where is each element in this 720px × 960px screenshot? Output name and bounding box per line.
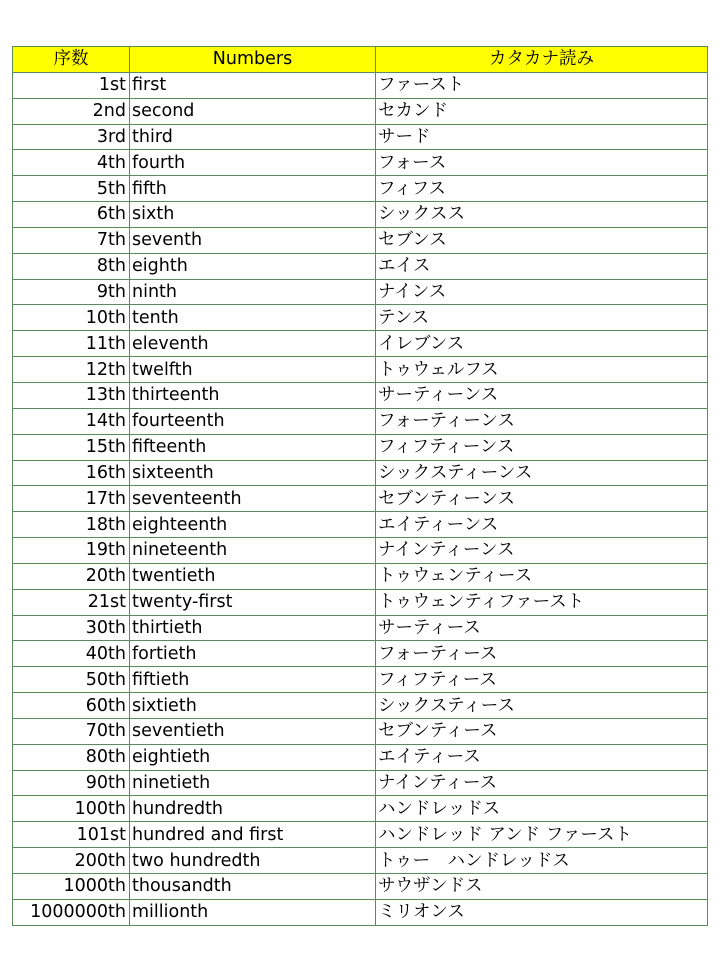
katakana-cell[interactable]: トゥウェンティファースト — [376, 589, 708, 615]
table-row — [13, 822, 708, 848]
katakana-cell[interactable]: イレブンス — [376, 331, 708, 357]
katakana-cell[interactable]: セブンティース — [376, 718, 708, 744]
table-row — [13, 770, 708, 796]
word-cell[interactable]: fourth — [130, 150, 376, 176]
word-cell[interactable]: thirtieth — [130, 615, 376, 641]
ordinal-cell[interactable]: 10th — [13, 305, 130, 331]
ordinal-cell[interactable]: 200th — [13, 848, 130, 874]
word-cell[interactable]: sixteenth — [130, 460, 376, 486]
katakana-cell[interactable]: エイス — [376, 253, 708, 279]
word-cell[interactable]: fortieth — [130, 641, 376, 667]
table-row — [13, 589, 708, 615]
word-cell[interactable]: eighth — [130, 253, 376, 279]
katakana-cell[interactable]: トゥウェンティース — [376, 563, 708, 589]
word-cell[interactable]: twenty-first — [130, 589, 376, 615]
table-row — [13, 538, 708, 564]
ordinal-cell[interactable]: 14th — [13, 408, 130, 434]
table-row — [13, 874, 708, 900]
word-cell[interactable]: thirteenth — [130, 382, 376, 408]
katakana-cell[interactable]: シックスティース — [376, 693, 708, 719]
katakana-cell[interactable]: テンス — [376, 305, 708, 331]
katakana-cell[interactable]: サーティーンス — [376, 382, 708, 408]
ordinal-cell[interactable]: 100th — [13, 796, 130, 822]
ordinal-cell[interactable]: 90th — [13, 770, 130, 796]
word-cell[interactable]: thousandth — [130, 874, 376, 900]
table-row — [13, 667, 708, 693]
katakana-cell[interactable]: フォーティース — [376, 641, 708, 667]
header-katakana[interactable]: カタカナ読み — [376, 47, 708, 73]
table-row — [13, 382, 708, 408]
ordinal-cell[interactable]: 21st — [13, 589, 130, 615]
ordinal-cell[interactable]: 101st — [13, 822, 130, 848]
word-cell[interactable]: first — [130, 72, 376, 98]
katakana-cell[interactable]: トゥウェルフス — [376, 357, 708, 383]
katakana-cell[interactable]: サード — [376, 124, 708, 150]
table-header — [13, 47, 708, 73]
katakana-cell[interactable]: ナインティース — [376, 770, 708, 796]
word-cell[interactable]: fifth — [130, 176, 376, 202]
ordinal-cell[interactable]: 6th — [13, 202, 130, 228]
katakana-cell[interactable]: フィフティース — [376, 667, 708, 693]
word-cell[interactable]: millionth — [130, 899, 376, 925]
ordinal-cell[interactable]: 50th — [13, 667, 130, 693]
word-cell[interactable]: eleventh — [130, 331, 376, 357]
table-row — [13, 305, 708, 331]
table-row — [13, 718, 708, 744]
word-cell[interactable]: eightieth — [130, 744, 376, 770]
table-row — [13, 253, 708, 279]
katakana-cell[interactable]: ナインス — [376, 279, 708, 305]
word-cell[interactable]: seventieth — [130, 718, 376, 744]
ordinal-cell[interactable]: 1st — [13, 72, 130, 98]
ordinal-cell[interactable]: 16th — [13, 460, 130, 486]
table-row — [13, 615, 708, 641]
ordinal-cell[interactable]: 17th — [13, 486, 130, 512]
katakana-cell[interactable]: シックスス — [376, 202, 708, 228]
table-row — [13, 512, 708, 538]
ordinal-cell[interactable]: 60th — [13, 693, 130, 719]
katakana-cell[interactable]: シックスティーンス — [376, 460, 708, 486]
header-ordinal[interactable]: 序数 — [13, 47, 130, 73]
header-numbers[interactable]: Numbers — [130, 47, 376, 73]
table-row — [13, 563, 708, 589]
ordinal-cell[interactable]: 11th — [13, 331, 130, 357]
table-row — [13, 357, 708, 383]
table-row — [13, 693, 708, 719]
ordinal-cell[interactable]: 18th — [13, 512, 130, 538]
table-row — [13, 460, 708, 486]
katakana-cell[interactable]: セカンド — [376, 98, 708, 124]
ordinal-cell[interactable]: 3rd — [13, 124, 130, 150]
table-row — [13, 796, 708, 822]
table-row — [13, 176, 708, 202]
katakana-cell[interactable]: フォース — [376, 150, 708, 176]
word-cell[interactable]: tenth — [130, 305, 376, 331]
word-cell[interactable]: fiftieth — [130, 667, 376, 693]
table-row — [13, 486, 708, 512]
katakana-cell[interactable]: サウザンドス — [376, 874, 708, 900]
katakana-cell[interactable]: ファースト — [376, 72, 708, 98]
table-row — [13, 202, 708, 228]
ordinal-cell[interactable]: 4th — [13, 150, 130, 176]
word-cell[interactable]: second — [130, 98, 376, 124]
word-cell[interactable]: seventh — [130, 227, 376, 253]
word-cell[interactable]: sixtieth — [130, 693, 376, 719]
word-cell[interactable]: seventeenth — [130, 486, 376, 512]
word-cell[interactable]: sixth — [130, 202, 376, 228]
word-cell[interactable]: ninetieth — [130, 770, 376, 796]
katakana-cell[interactable]: エイティース — [376, 744, 708, 770]
katakana-cell[interactable]: ハンドレッドス — [376, 796, 708, 822]
word-cell[interactable]: hundredth — [130, 796, 376, 822]
ordinal-cell[interactable]: 12th — [13, 357, 130, 383]
katakana-cell[interactable]: セブンティーンス — [376, 486, 708, 512]
ordinal-cell[interactable]: 19th — [13, 538, 130, 564]
table-row — [13, 150, 708, 176]
table-row — [13, 279, 708, 305]
table-row — [13, 899, 708, 925]
word-cell[interactable]: eighteenth — [130, 512, 376, 538]
ordinal-cell[interactable]: 20th — [13, 563, 130, 589]
katakana-cell[interactable]: ナインティーンス — [376, 538, 708, 564]
katakana-cell[interactable]: サーティース — [376, 615, 708, 641]
word-cell[interactable]: two hundredth — [130, 848, 376, 874]
word-cell[interactable]: nineteenth — [130, 538, 376, 564]
table-row — [13, 434, 708, 460]
katakana-cell[interactable]: ハンドレッド アンド ファースト — [376, 822, 708, 848]
ordinal-cell[interactable]: 70th — [13, 718, 130, 744]
word-cell[interactable]: ninth — [130, 279, 376, 305]
ordinal-cell[interactable]: 30th — [13, 615, 130, 641]
katakana-cell[interactable]: フィフティーンス — [376, 434, 708, 460]
table-body — [13, 72, 708, 925]
ordinal-cell[interactable]: 15th — [13, 434, 130, 460]
word-cell[interactable]: twentieth — [130, 563, 376, 589]
word-cell[interactable]: twelfth — [130, 357, 376, 383]
table-row — [13, 331, 708, 357]
word-cell[interactable]: fourteenth — [130, 408, 376, 434]
ordinal-cell[interactable]: 13th — [13, 382, 130, 408]
katakana-cell[interactable]: フォーティーンス — [376, 408, 708, 434]
table-row — [13, 641, 708, 667]
word-cell[interactable]: hundred and first — [130, 822, 376, 848]
table-row — [13, 124, 708, 150]
word-cell[interactable]: fifteenth — [130, 434, 376, 460]
table-row — [13, 848, 708, 874]
katakana-cell[interactable]: ミリオンス — [376, 899, 708, 925]
ordinal-cell[interactable]: 40th — [13, 641, 130, 667]
katakana-cell[interactable]: エイティーンス — [376, 512, 708, 538]
ordinal-cell[interactable]: 9th — [13, 279, 130, 305]
table-row — [13, 72, 708, 98]
ordinal-cell[interactable]: 2nd — [13, 98, 130, 124]
ordinal-cell[interactable]: 1000000th — [13, 899, 130, 925]
table-row — [13, 744, 708, 770]
word-cell[interactable]: third — [130, 124, 376, 150]
ordinal-cell[interactable]: 80th — [13, 744, 130, 770]
ordinal-cell[interactable]: 1000th — [13, 874, 130, 900]
katakana-cell[interactable]: セブンス — [376, 227, 708, 253]
ordinal-cell[interactable]: 7th — [13, 227, 130, 253]
header-row — [13, 47, 708, 73]
katakana-cell[interactable]: フィフス — [376, 176, 708, 202]
table-row — [13, 98, 708, 124]
ordinal-cell[interactable]: 5th — [13, 176, 130, 202]
table-row — [13, 227, 708, 253]
ordinal-numbers-table — [12, 46, 708, 926]
katakana-cell[interactable]: トゥー ハンドレッドス — [376, 848, 708, 874]
ordinal-cell[interactable]: 8th — [13, 253, 130, 279]
table-row — [13, 408, 708, 434]
